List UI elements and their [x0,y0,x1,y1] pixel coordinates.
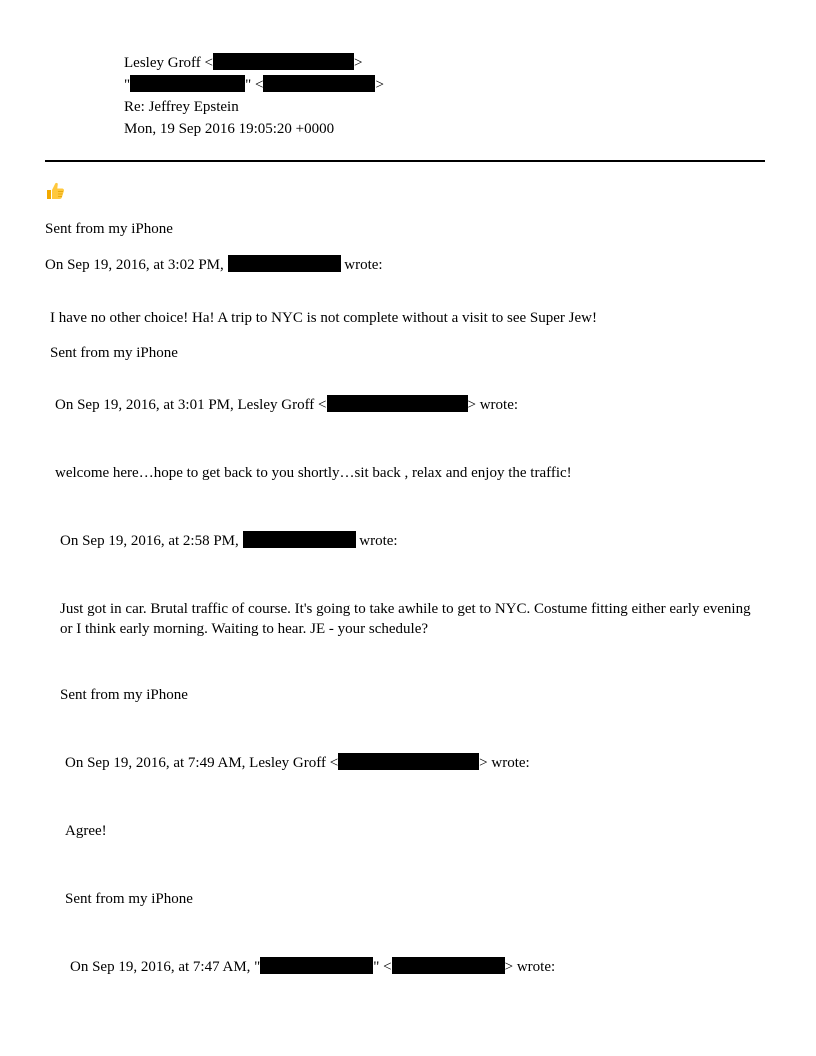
message-3: Just got in car. Brutal traffic of course. It's going to take awhile to get to NYC. Costume fitting either early evening or I think early morning. Waiting to hear. JE - your schedule? [60,601,751,637]
from-name: Lesley Groff < [124,55,213,71]
quote-header-suffix: wrote: [344,257,383,273]
quote-header-prefix: On Sep 19, 2016, at 3:01 PM, Lesley Groff < [55,397,327,413]
quote-header-prefix: On Sep 19, 2016, at 3:02 PM, [45,257,224,273]
message-1: I have no other choice! Ha! A trip to NYC is not complete without a visit to see Super Jew! [50,310,597,326]
redaction-box [213,53,354,70]
to-mid: " < [245,77,264,93]
quote-header-mid: " < [373,959,392,975]
quote-header-suffix: > wrote: [467,397,519,413]
thumbs-up-icon [44,180,66,202]
to-close: > [375,77,384,93]
to-open-quote: " [124,77,131,93]
redaction-box [130,75,245,92]
sent-from-iphone: Sent from my iPhone [65,891,193,907]
quote-header-5 [70,957,555,977]
quote-header-1 [45,255,383,275]
quote-header-suffix: > wrote: [504,959,556,975]
quote-header-suffix: > wrote: [479,755,530,771]
quote-header-prefix: On Sep 19, 2016, at 7:49 AM, Lesley Groff < [65,755,339,771]
sent-from-iphone: Sent from my iPhone [50,345,178,361]
redaction-box [338,753,479,770]
subject-value: Re: Jeffrey Epstein [124,99,239,115]
date-value: Mon, 19 Sep 2016 19:05:20 +0000 [124,121,335,137]
redaction-box [228,255,341,272]
from-value [124,53,362,73]
from-close: > [354,55,363,71]
quote-header-prefix: On Sep 19, 2016, at 2:58 PM, [60,533,239,549]
redaction-box [263,75,375,92]
message-4: Agree! [65,823,107,839]
message-2: welcome here…hope to get back to you shortly…sit back , relax and enjoy the traffic! [55,465,572,481]
sent-from-iphone: Sent from my iPhone [45,221,173,237]
redaction-box [260,957,373,974]
redaction-box [392,957,505,974]
quote-header-4 [65,753,530,773]
sent-from-iphone: Sent from my iPhone [60,687,188,703]
header-divider [45,160,765,162]
quote-header-suffix: wrote: [359,533,398,549]
quote-header-prefix: On Sep 19, 2016, at 7:47 AM, " [70,959,261,975]
quote-header-2 [55,395,518,415]
quote-header-3 [60,531,398,551]
redaction-box [243,531,356,548]
to-value [124,75,384,95]
redaction-box [327,395,468,412]
